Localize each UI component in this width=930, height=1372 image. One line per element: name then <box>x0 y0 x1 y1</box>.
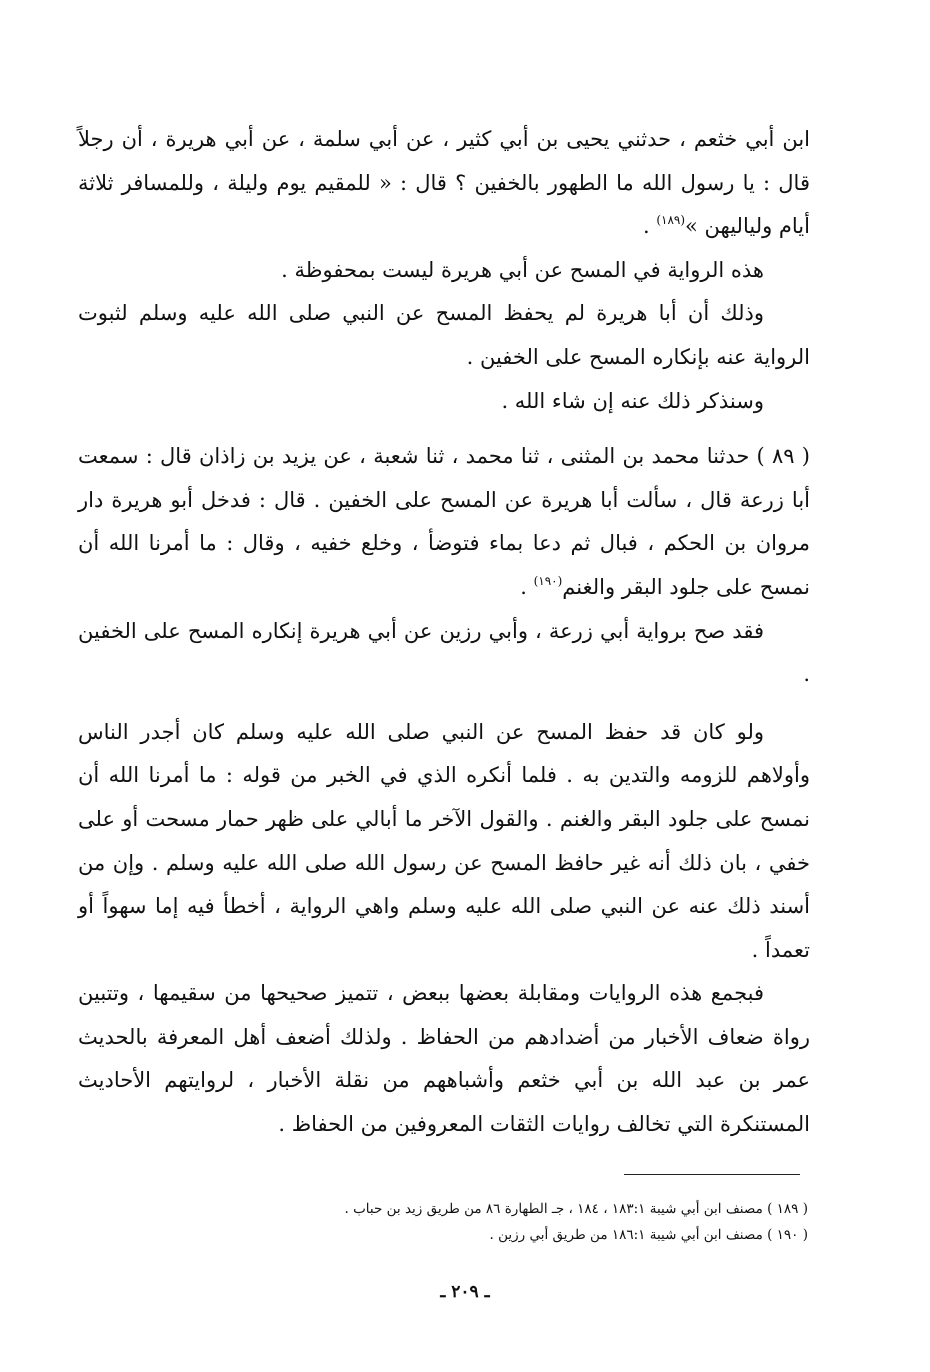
paragraph-method: فبجمع هذه الروايات ومقابلة بعضها ببعض ، تتميز صحيحها من سقيمها ، وتتبين رواة ضعاف الأخبار من أضدادهم من الحفاظ . ولذلك أضعف أهل المعرفة بالحديث عمر بن عبد الله بن أبي خثعم وأشباههم من نقلة الأخبار ، لروايتهم الأحاديث المستنكرة التي تخالف روايات الثقات المعروفين من الحفاظ . <box>78 981 810 1137</box>
paragraph-argument: ولو كان قد حفظ المسح عن النبي صلى الله عليه وسلم كان أجدر الناس وأولاهم للزومه والتدين به . فلما أنكره الذي في الخبر من قوله : ما أمرنا الله أن نمسح على جلود البقر والغنم . والقول الآخر ما أبالي على ظهر حمار مسحت أو على خفي ، بان ذلك أنه غير حافظ المسح عن رسول الله صلى الله عليه وسلم . وإن من أسند ذلك عنه عن النبي صلى الله عليه وسلم واهي الرواية ، أخطأ فيه إما سهواً أو تعمداً . <box>78 719 810 962</box>
main-text <box>78 118 810 1147</box>
paragraph-hadith-89 <box>78 435 810 609</box>
paragraph-text: ابن أبي خثعم ، حدثني يحيى بن أبي كثير ، عن أبي سلمة ، عن أبي هريرة ، أن رجلاً قال : يا رسول الله ما الطهور بالخفين ؟ قال : « للمقيم يوم وليلة ، وللمسافر ثلاثة أيام ولياليهن » <box>78 127 811 239</box>
paragraph-hadith-continuation <box>78 118 810 249</box>
footnotes <box>300 1196 808 1248</box>
paragraph-tail: . <box>642 214 657 239</box>
footnote-ref-189[interactable]: (١٨٩) <box>656 213 686 228</box>
footnote-190: ( ١٩٠ ) مصنف ابن أبي شيبة ١٨٦:١ من طريق أبي رزين . <box>489 1227 808 1243</box>
paragraph-tail: . <box>520 574 534 599</box>
footnote-189: ( ١٨٩ ) مصنف ابن أبي شيبة ١٨٣:١ ، ١٨٤ ، جـ الطهارة ٨٦ من طريق زيد بن حباب . <box>344 1201 808 1217</box>
footnote-ref-190[interactable]: (١٩٠) <box>533 573 563 588</box>
paragraph-promise: وسنذكر ذلك عنه إن شاء الله . <box>501 388 764 413</box>
paragraph-explanation: وذلك أن أبا هريرة لم يحفظ المسح عن النبي صلى الله عليه وسلم لثبوت الرواية عنه بإنكاره المسح على الخفين . <box>78 301 810 369</box>
paragraph-text: ( ٨٩ ) حدثنا محمد بن المثنى ، ثنا محمد ، ثنا شعبة ، عن يزيد بن زاذان قال : سمعت أبا زرعة قال ، سألت أبا هريرة عن المسح على الخفين . قال : فدخل أبو هريرة دار مروان بن الحكم ، فبال ثم دعا بماء فتوضأ ، وخلع خفيه ، وقال : ما أمرنا الله أن نمسح على جلود البقر والغنم <box>78 444 810 599</box>
page-number: ـ ٢٠٩ ـ <box>440 1282 490 1302</box>
footnote-divider <box>624 1174 800 1175</box>
paragraph-conclusion: فقد صح برواية أبي زرعة ، وأبي رزين عن أبي هريرة إنكاره المسح على الخفين . <box>78 618 810 687</box>
paragraph-ruling: هذه الرواية في المسح عن أبي هريرة ليست بمحفوظة . <box>281 257 764 282</box>
